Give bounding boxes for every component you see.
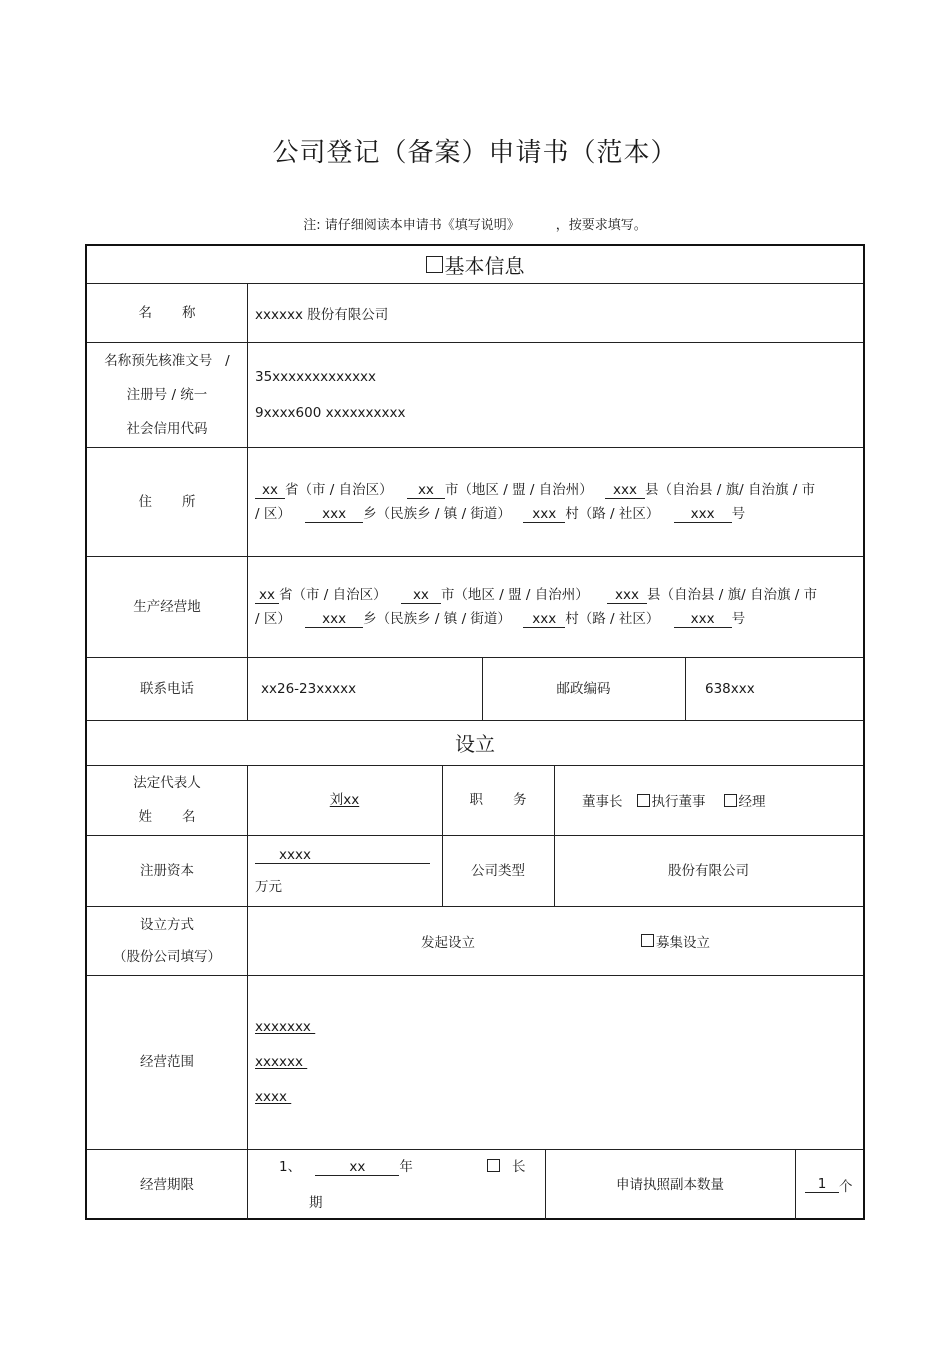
credit-code: 9xxxx600 xxxxxxxxxx — [255, 404, 406, 421]
phone-value: xx26-23xxxxx — [261, 680, 357, 697]
checkbox-icon — [724, 794, 737, 807]
company-name-label: 名 称 — [138, 304, 196, 321]
option-promotion-setup[interactable]: 发起设立 — [421, 934, 475, 951]
checkbox-icon — [641, 934, 654, 947]
pre-approval-number: 35xxxxxxxxxxxxx — [255, 368, 377, 385]
residence-village: xxx — [523, 506, 565, 523]
residence-label: 住 所 — [138, 493, 196, 510]
scope-list — [255, 975, 855, 1149]
bp-county: xxx — [607, 587, 647, 604]
fill-instruction-note — [0, 214, 950, 233]
postcode-value: 638xxx — [705, 680, 755, 697]
option-offering-setup[interactable]: 募集设立 — [641, 906, 761, 975]
scope-item: xxxx — [255, 1088, 292, 1105]
setup-method-label: 设立方式 （股份公司填写） — [113, 916, 221, 965]
section-setup: 设立 — [455, 732, 495, 756]
postcode-label: 邮政编码 — [556, 680, 611, 697]
scope-item: xxxxxx — [255, 1053, 308, 1070]
page-title: 公司登记（备案）申请书（范本） — [272, 138, 678, 168]
legal-rep-name: 刘xx — [329, 792, 360, 808]
license-copies-value: 1 个 — [805, 1149, 863, 1220]
code-value — [255, 342, 855, 447]
capital-label: 注册资本 — [140, 862, 194, 879]
term-value: 1、 xx 年 长 期 — [279, 1149, 541, 1220]
residence-city: xx — [407, 482, 445, 499]
company-name-value: xxxxxx 股份有限公司 — [255, 306, 389, 323]
residence-number: xxx — [674, 506, 732, 523]
company-type-value: 股份有限公司 — [668, 862, 749, 879]
company-type-label: 公司类型 — [471, 862, 525, 879]
capital-value — [255, 835, 440, 906]
option-long-term[interactable]: 长 — [487, 1155, 526, 1179]
option-manager[interactable]: 经理 — [724, 790, 766, 810]
section-basic-info: 基本信息 — [87, 246, 863, 283]
note-text: 注: 请仔细阅读本申请书《填写说明》 — [303, 218, 520, 233]
checkbox-icon — [637, 794, 650, 807]
phone-label: 联系电话 — [140, 680, 194, 697]
scope-item: xxxxxxx — [255, 1018, 316, 1035]
bp-number: xxx — [674, 611, 732, 628]
license-copies-label: 申请执照副本数量 — [616, 1176, 724, 1193]
checkbox-icon — [487, 1159, 500, 1172]
capital-unit: 万元 — [255, 878, 282, 895]
note-text-2: ，按要求填写。 — [555, 218, 647, 233]
residence-town: xxx — [305, 506, 363, 523]
code-label: 名称预先核准文号 / 注册号 / 统一 社会信用代码 — [104, 352, 230, 437]
business-place-address: xx 省（市 / 自治区） xx 市（地区 / 盟 / 自治州） xxx 县（自治县 / 旗/ 自治旗 / 市 / 区） xxx 乡（民族乡 / 镇 / 街道） xxx 村（路 / 社区） xxx 号 — [255, 586, 818, 627]
legal-rep-label: 法定代表人 姓 名 — [133, 775, 201, 825]
position-label: 职 务 — [469, 792, 527, 808]
bp-province: xx — [255, 587, 279, 604]
residence-address: xx 省（市 / 自治区） xx 市（地区 / 盟 / 自治州） xxx 县（自治县 / 旗/ 自治旗 / 市 / 区） xxx 乡（民族乡 / 镇 / 街道） xxx 村（路 / 社区） xxx 号 — [255, 481, 816, 522]
checkbox-icon — [426, 256, 443, 273]
option-exec-director[interactable]: 执行董事 — [637, 790, 706, 810]
scope-label: 经营范围 — [140, 1054, 194, 1070]
residence-county: xxx — [605, 482, 645, 499]
residence-province: xx — [255, 482, 285, 499]
bp-city: xx — [401, 587, 441, 604]
option-chairman[interactable]: 董事长 — [582, 794, 623, 810]
position-options — [582, 765, 862, 835]
term-years: xx — [315, 1159, 399, 1176]
application-form — [85, 244, 865, 1220]
business-place-label: 生产经营地 — [133, 598, 201, 615]
term-label: 经营期限 — [140, 1176, 194, 1193]
bp-village: xxx — [523, 611, 565, 628]
bp-town: xxx — [305, 611, 363, 628]
capital-amount: xxxx — [255, 847, 430, 864]
